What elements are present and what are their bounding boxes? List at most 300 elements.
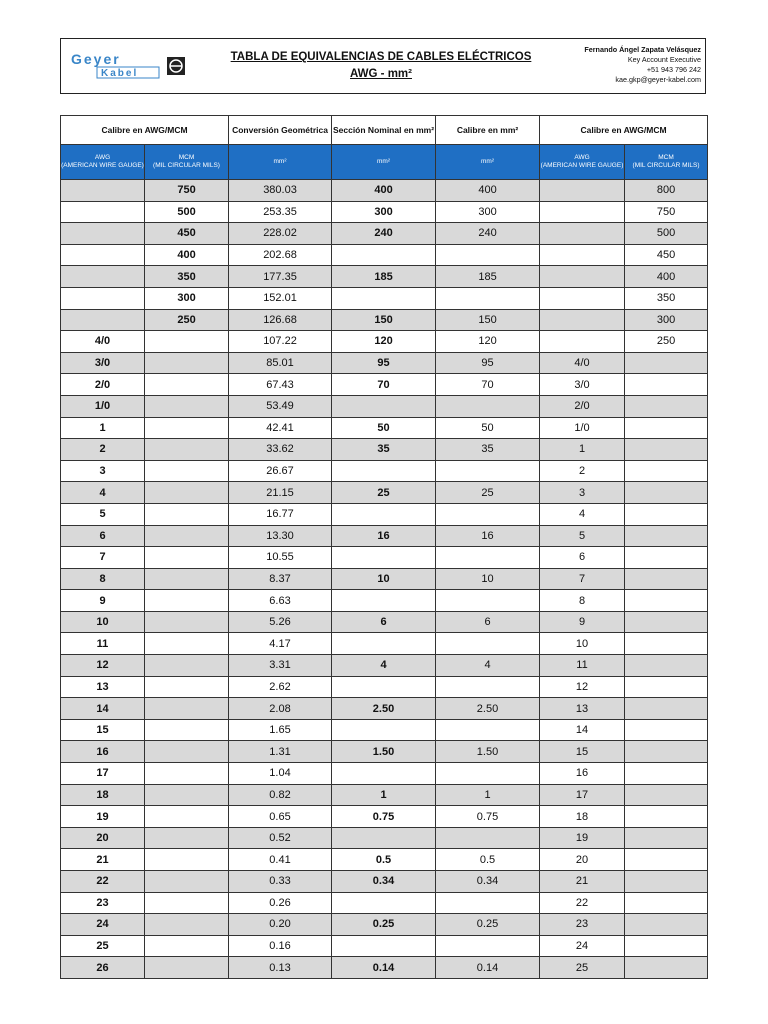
- cell-awg-right: 11: [540, 655, 625, 677]
- cell-conversion: 1.31: [229, 741, 332, 763]
- cell-awg-right: [540, 180, 625, 202]
- cell-awg: 9: [61, 590, 145, 612]
- contact-role: Key Account Executive: [627, 55, 701, 64]
- table-row: [61, 676, 708, 698]
- cell-mcm-right: 250: [625, 331, 708, 353]
- cell-mcm-right: 300: [625, 309, 708, 331]
- cell-awg-right: 9: [540, 611, 625, 633]
- cell-mcm-right: [625, 827, 708, 849]
- cell-mcm-right: [625, 568, 708, 590]
- table-row: [61, 525, 708, 547]
- table-row: [61, 914, 708, 936]
- contact-phone: +51 943 796 242: [646, 65, 701, 74]
- cell-mcm-right: [625, 633, 708, 655]
- cell-awg-right: 21: [540, 871, 625, 893]
- cell-mcm: [145, 482, 229, 504]
- cell-mcm-right: [625, 719, 708, 741]
- cell-nominal: 6: [332, 611, 436, 633]
- cell-conversion: 107.22: [229, 331, 332, 353]
- cell-mcm: [145, 568, 229, 590]
- table-row: [61, 223, 708, 245]
- cell-conversion: 2.62: [229, 676, 332, 698]
- cell-nominal: 4: [332, 655, 436, 677]
- cell-calibre-mm2: [436, 633, 540, 655]
- cell-conversion: 2.08: [229, 698, 332, 720]
- table-row: [61, 935, 708, 957]
- cell-conversion: 3.31: [229, 655, 332, 677]
- cell-calibre-mm2: 2.50: [436, 698, 540, 720]
- cell-conversion: 202.68: [229, 244, 332, 266]
- cell-mcm: 400: [145, 244, 229, 266]
- cell-mcm-right: [625, 503, 708, 525]
- cell-awg: 26: [61, 957, 145, 979]
- cell-mcm: 500: [145, 201, 229, 223]
- cell-awg-right: 1/0: [540, 417, 625, 439]
- cell-awg-right: [540, 223, 625, 245]
- cell-calibre-mm2: 16: [436, 525, 540, 547]
- cell-mcm-right: [625, 676, 708, 698]
- table-row: [61, 633, 708, 655]
- cell-mcm-right: [625, 611, 708, 633]
- subheader-mcm: MCM (MIL CIRCULAR MILS): [625, 145, 708, 180]
- cell-awg-right: 18: [540, 806, 625, 828]
- cell-conversion: 0.82: [229, 784, 332, 806]
- cell-awg: 10: [61, 611, 145, 633]
- cell-mcm: 750: [145, 180, 229, 202]
- document-header: [60, 38, 706, 94]
- contact-block: [584, 45, 701, 85]
- cell-nominal: 0.14: [332, 957, 436, 979]
- cell-mcm: [145, 763, 229, 785]
- cell-nominal: 0.75: [332, 806, 436, 828]
- cell-awg: [61, 223, 145, 245]
- cell-calibre-mm2: [436, 287, 540, 309]
- cell-conversion: 53.49: [229, 395, 332, 417]
- cell-awg-right: 3: [540, 482, 625, 504]
- table-row: [61, 180, 708, 202]
- table-row: [61, 741, 708, 763]
- table-row: [61, 374, 708, 396]
- cell-conversion: 21.15: [229, 482, 332, 504]
- cell-conversion: 177.35: [229, 266, 332, 288]
- cell-nominal: 10: [332, 568, 436, 590]
- cell-mcm: [145, 374, 229, 396]
- table-row: [61, 244, 708, 266]
- cell-awg-right: 8: [540, 590, 625, 612]
- cell-mcm-right: 350: [625, 287, 708, 309]
- cell-conversion: 13.30: [229, 525, 332, 547]
- cell-conversion: 0.52: [229, 827, 332, 849]
- header-right-gauge: Calibre en AWG/MCM: [540, 116, 708, 145]
- cell-conversion: 0.20: [229, 914, 332, 936]
- cell-nominal: 35: [332, 439, 436, 461]
- cell-calibre-mm2: 0.25: [436, 914, 540, 936]
- cell-awg: 19: [61, 806, 145, 828]
- cell-mcm-right: [625, 806, 708, 828]
- cell-mcm-right: [625, 547, 708, 569]
- cell-nominal: [332, 244, 436, 266]
- cell-calibre-mm2: 300: [436, 201, 540, 223]
- cell-calibre-mm2: 95: [436, 352, 540, 374]
- table-row: [61, 503, 708, 525]
- cell-awg-right: 22: [540, 892, 625, 914]
- cell-mcm-right: [625, 935, 708, 957]
- cell-conversion: 126.68: [229, 309, 332, 331]
- cell-calibre-mm2: 400: [436, 180, 540, 202]
- cell-mcm: [145, 849, 229, 871]
- cell-nominal: 2.50: [332, 698, 436, 720]
- cell-calibre-mm2: 120: [436, 331, 540, 353]
- table-row: [61, 460, 708, 482]
- cell-mcm: [145, 633, 229, 655]
- subheader-unit: mm²: [436, 145, 540, 180]
- cell-awg: 1: [61, 417, 145, 439]
- cell-conversion: 67.43: [229, 374, 332, 396]
- cell-nominal: [332, 460, 436, 482]
- cell-mcm: 350: [145, 266, 229, 288]
- cell-conversion: 0.26: [229, 892, 332, 914]
- cell-calibre-mm2: 0.75: [436, 806, 540, 828]
- cell-mcm-right: [625, 417, 708, 439]
- cell-conversion: 0.13: [229, 957, 332, 979]
- cell-mcm-right: [625, 655, 708, 677]
- cell-mcm-right: [625, 892, 708, 914]
- cell-conversion: 380.03: [229, 180, 332, 202]
- cell-awg-right: [540, 266, 625, 288]
- cell-mcm-right: [625, 525, 708, 547]
- cell-mcm: 300: [145, 287, 229, 309]
- cell-conversion: 42.41: [229, 417, 332, 439]
- table-row: [61, 763, 708, 785]
- cell-mcm-right: [625, 482, 708, 504]
- cell-awg-right: 4/0: [540, 352, 625, 374]
- cell-nominal: 1.50: [332, 741, 436, 763]
- cell-calibre-mm2: 0.5: [436, 849, 540, 871]
- cell-calibre-mm2: [436, 763, 540, 785]
- header-conversion: Conversión Geométrica: [229, 116, 332, 145]
- cell-mcm: [145, 547, 229, 569]
- cell-mcm-right: [625, 352, 708, 374]
- cell-mcm: [145, 676, 229, 698]
- cell-awg: [61, 201, 145, 223]
- geyer-kabel-logo: [69, 51, 189, 79]
- cell-calibre-mm2: 70: [436, 374, 540, 396]
- cell-awg: 20: [61, 827, 145, 849]
- cell-mcm: [145, 741, 229, 763]
- cell-mcm: [145, 806, 229, 828]
- cell-mcm-right: 750: [625, 201, 708, 223]
- cell-calibre-mm2: [436, 547, 540, 569]
- cell-awg: 2: [61, 439, 145, 461]
- title-line-1: TABLA DE EQUIVALENCIAS DE CABLES ELÉCTRICOS: [230, 51, 532, 63]
- header-nominal: Sección Nominal en mm²: [332, 116, 436, 145]
- cell-awg-right: [540, 244, 625, 266]
- cell-mcm-right: [625, 439, 708, 461]
- equivalence-table: [60, 115, 708, 979]
- cell-awg-right: 2: [540, 460, 625, 482]
- cell-awg-right: 15: [540, 741, 625, 763]
- cell-awg: 24: [61, 914, 145, 936]
- svg-text:Geyer: Geyer: [71, 51, 121, 67]
- cell-mcm: [145, 460, 229, 482]
- cell-conversion: 4.17: [229, 633, 332, 655]
- cell-calibre-mm2: [436, 892, 540, 914]
- cell-awg: [61, 244, 145, 266]
- cell-awg-right: [540, 201, 625, 223]
- table-row: [61, 871, 708, 893]
- table-row: [61, 827, 708, 849]
- cell-awg: 22: [61, 871, 145, 893]
- cell-awg: 7: [61, 547, 145, 569]
- cell-awg: 6: [61, 525, 145, 547]
- cell-awg: 11: [61, 633, 145, 655]
- cell-nominal: 1: [332, 784, 436, 806]
- cell-conversion: 16.77: [229, 503, 332, 525]
- cell-mcm: [145, 439, 229, 461]
- cell-mcm: [145, 935, 229, 957]
- cell-mcm: [145, 590, 229, 612]
- cell-awg: [61, 309, 145, 331]
- cell-calibre-mm2: [436, 395, 540, 417]
- cell-conversion: 1.65: [229, 719, 332, 741]
- cell-awg: 16: [61, 741, 145, 763]
- cell-nominal: [332, 935, 436, 957]
- cell-mcm: [145, 611, 229, 633]
- cell-awg-right: 3/0: [540, 374, 625, 396]
- cell-awg: 23: [61, 892, 145, 914]
- cell-mcm: 250: [145, 309, 229, 331]
- cell-calibre-mm2: 240: [436, 223, 540, 245]
- cell-mcm: [145, 655, 229, 677]
- cell-awg: 4: [61, 482, 145, 504]
- cell-mcm-right: [625, 784, 708, 806]
- cell-mcm: 450: [145, 223, 229, 245]
- table-row: [61, 611, 708, 633]
- table-row: [61, 784, 708, 806]
- title-line-2: AWG - mm²: [350, 68, 412, 80]
- table-row: [61, 957, 708, 979]
- table-row: [61, 266, 708, 288]
- cell-awg-right: 4: [540, 503, 625, 525]
- subheader-mcm: MCM (MIL CIRCULAR MILS): [145, 145, 229, 180]
- contact-email[interactable]: kae.gkp@geyer-kabel.com: [615, 75, 701, 84]
- cell-mcm: [145, 914, 229, 936]
- table-row: [61, 417, 708, 439]
- cell-mcm: [145, 331, 229, 353]
- cell-awg-right: 14: [540, 719, 625, 741]
- cell-awg: 17: [61, 763, 145, 785]
- cell-calibre-mm2: [436, 460, 540, 482]
- cell-conversion: 228.02: [229, 223, 332, 245]
- cell-mcm-right: 500: [625, 223, 708, 245]
- cell-conversion: 85.01: [229, 352, 332, 374]
- cell-awg-right: 19: [540, 827, 625, 849]
- cell-awg-right: 1: [540, 439, 625, 461]
- cell-conversion: 33.62: [229, 439, 332, 461]
- cell-awg: 8: [61, 568, 145, 590]
- cell-nominal: [332, 719, 436, 741]
- cell-awg-right: [540, 331, 625, 353]
- cell-calibre-mm2: 1.50: [436, 741, 540, 763]
- cell-mcm: [145, 784, 229, 806]
- subheader-awg: AWG (AMERICAN WIRE GAUGE): [61, 145, 145, 180]
- cell-mcm-right: 450: [625, 244, 708, 266]
- cell-awg: 14: [61, 698, 145, 720]
- cell-mcm: [145, 827, 229, 849]
- table-row: [61, 892, 708, 914]
- cell-nominal: 185: [332, 266, 436, 288]
- cell-calibre-mm2: [436, 590, 540, 612]
- table-row: [61, 287, 708, 309]
- cell-calibre-mm2: [436, 827, 540, 849]
- cell-mcm: [145, 871, 229, 893]
- table-row: [61, 352, 708, 374]
- cell-awg-right: [540, 287, 625, 309]
- table-row: [61, 547, 708, 569]
- cell-nominal: 50: [332, 417, 436, 439]
- cell-awg: 2/0: [61, 374, 145, 396]
- table-row: [61, 698, 708, 720]
- cell-mcm-right: [625, 957, 708, 979]
- cell-calibre-mm2: 4: [436, 655, 540, 677]
- cell-mcm-right: [625, 460, 708, 482]
- cell-calibre-mm2: 25: [436, 482, 540, 504]
- cell-awg: 1/0: [61, 395, 145, 417]
- document-title: [211, 49, 551, 83]
- cell-mcm-right: [625, 698, 708, 720]
- cell-mcm: [145, 719, 229, 741]
- cell-mcm-right: [625, 741, 708, 763]
- cell-awg-right: 20: [540, 849, 625, 871]
- cell-nominal: [332, 590, 436, 612]
- cell-mcm-right: [625, 871, 708, 893]
- cell-calibre-mm2: 185: [436, 266, 540, 288]
- cell-mcm-right: [625, 590, 708, 612]
- cell-nominal: 16: [332, 525, 436, 547]
- cell-awg: [61, 287, 145, 309]
- cell-conversion: 0.33: [229, 871, 332, 893]
- cell-conversion: 26.67: [229, 460, 332, 482]
- cell-mcm-right: 400: [625, 266, 708, 288]
- cell-calibre-mm2: 50: [436, 417, 540, 439]
- cell-mcm-right: [625, 395, 708, 417]
- cell-mcm-right: [625, 849, 708, 871]
- cell-awg: 13: [61, 676, 145, 698]
- cell-nominal: 120: [332, 331, 436, 353]
- cell-calibre-mm2: 150: [436, 309, 540, 331]
- cell-nominal: [332, 892, 436, 914]
- cell-calibre-mm2: 1: [436, 784, 540, 806]
- cell-awg-right: 13: [540, 698, 625, 720]
- cell-nominal: [332, 287, 436, 309]
- cell-calibre-mm2: [436, 935, 540, 957]
- table-row: [61, 201, 708, 223]
- cell-calibre-mm2: 0.14: [436, 957, 540, 979]
- table-row: [61, 590, 708, 612]
- cell-nominal: 70: [332, 374, 436, 396]
- cell-conversion: 152.01: [229, 287, 332, 309]
- cell-awg-right: 16: [540, 763, 625, 785]
- cell-conversion: 0.16: [229, 935, 332, 957]
- cell-nominal: 0.25: [332, 914, 436, 936]
- cell-awg: 3: [61, 460, 145, 482]
- table-row: [61, 482, 708, 504]
- cell-nominal: [332, 827, 436, 849]
- cell-conversion: 6.63: [229, 590, 332, 612]
- cell-mcm-right: [625, 763, 708, 785]
- cell-conversion: 0.65: [229, 806, 332, 828]
- cell-awg-right: 23: [540, 914, 625, 936]
- cell-mcm: [145, 892, 229, 914]
- cell-awg: 12: [61, 655, 145, 677]
- cell-nominal: [332, 395, 436, 417]
- table-row: [61, 331, 708, 353]
- cell-nominal: [332, 547, 436, 569]
- cell-conversion: 5.26: [229, 611, 332, 633]
- cell-nominal: 240: [332, 223, 436, 245]
- cell-nominal: 0.5: [332, 849, 436, 871]
- subheader-unit: mm²: [332, 145, 436, 180]
- table-row: [61, 849, 708, 871]
- cell-awg: 15: [61, 719, 145, 741]
- cell-conversion: 10.55: [229, 547, 332, 569]
- cell-mcm: [145, 395, 229, 417]
- subheader-awg: AWG (AMERICAN WIRE GAUGE): [540, 145, 625, 180]
- cell-awg: 4/0: [61, 331, 145, 353]
- cell-awg-right: 5: [540, 525, 625, 547]
- table-row: [61, 395, 708, 417]
- cell-awg: 21: [61, 849, 145, 871]
- table-row: [61, 309, 708, 331]
- cell-calibre-mm2: [436, 503, 540, 525]
- cell-awg-right: 17: [540, 784, 625, 806]
- cell-awg: 25: [61, 935, 145, 957]
- cell-nominal: 300: [332, 201, 436, 223]
- cell-nominal: 150: [332, 309, 436, 331]
- table-row: [61, 568, 708, 590]
- cell-calibre-mm2: [436, 244, 540, 266]
- cell-mcm-right: [625, 914, 708, 936]
- cell-awg: 3/0: [61, 352, 145, 374]
- header-left-gauge: Calibre en AWG/MCM: [61, 116, 229, 145]
- table-row: [61, 439, 708, 461]
- cell-conversion: 8.37: [229, 568, 332, 590]
- cell-calibre-mm2: 6: [436, 611, 540, 633]
- table-row: [61, 655, 708, 677]
- cell-calibre-mm2: 10: [436, 568, 540, 590]
- cell-nominal: [332, 763, 436, 785]
- table-row: [61, 719, 708, 741]
- cell-conversion: 0.41: [229, 849, 332, 871]
- cell-nominal: [332, 633, 436, 655]
- cell-mcm: [145, 957, 229, 979]
- cell-awg-right: 7: [540, 568, 625, 590]
- cell-mcm: [145, 352, 229, 374]
- cell-calibre-mm2: 35: [436, 439, 540, 461]
- cell-awg: [61, 266, 145, 288]
- cell-nominal: [332, 503, 436, 525]
- cell-awg-right: 25: [540, 957, 625, 979]
- cell-awg-right: 12: [540, 676, 625, 698]
- cell-conversion: 1.04: [229, 763, 332, 785]
- cell-calibre-mm2: 0.34: [436, 871, 540, 893]
- cell-awg-right: 10: [540, 633, 625, 655]
- cell-awg-right: 6: [540, 547, 625, 569]
- cell-conversion: 253.35: [229, 201, 332, 223]
- cell-nominal: 25: [332, 482, 436, 504]
- cell-nominal: [332, 676, 436, 698]
- subheader-unit: mm²: [229, 145, 332, 180]
